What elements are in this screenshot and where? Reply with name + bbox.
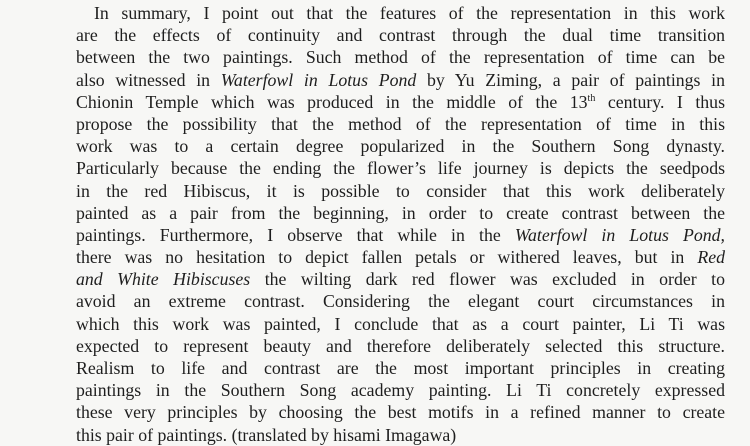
text-segment: also witnessed in bbox=[76, 69, 221, 90]
text-line bbox=[76, 335, 725, 357]
text-line bbox=[76, 268, 725, 290]
text-line bbox=[76, 69, 725, 91]
text-segment: in the red Hibiscus, it is possible to consider that this work deliberately bbox=[76, 180, 725, 201]
text-segment: Chionin Temple which was produced in the middle of the 13 bbox=[76, 91, 588, 112]
text-segment: Realism to life and contrast are the most important principles in creating bbox=[76, 358, 725, 378]
italic-title-text: Waterfowl in Lotus Pond bbox=[220, 69, 417, 90]
text-segment: which this work was painted, I conclude that as a court painter, Li Ti was bbox=[76, 313, 725, 334]
summary-paragraph bbox=[76, 2, 725, 446]
italic-title-text: Waterfowl in Lotus Pond, bbox=[514, 224, 725, 245]
text-segment: paintings. Furthermore, I observe that while in the bbox=[76, 224, 515, 245]
italic-title-text: Red bbox=[697, 247, 725, 268]
text-line bbox=[76, 91, 725, 113]
text-segment: between the two paintings. Such method of the representation of time can be bbox=[76, 47, 725, 68]
text-line bbox=[76, 113, 725, 135]
text-line bbox=[76, 202, 725, 224]
text-segment: there was no hesitation to depict fallen petals or withered leaves, but in bbox=[76, 247, 698, 268]
text-segment: avoid an extreme contrast. Considering the elegant court circumstances in bbox=[76, 291, 725, 312]
italic-title-text: and White Hibiscuses bbox=[76, 269, 251, 290]
text-line bbox=[76, 157, 725, 179]
text-segment: In summary, I point out that the features of the representation in this work bbox=[94, 3, 725, 23]
text-segment: this pair of paintings. (translated by hisami Imagawa) bbox=[76, 424, 457, 445]
text-line bbox=[76, 357, 725, 379]
document-page bbox=[76, 2, 725, 446]
text-segment: expected to represent beauty and therefore deliberately selected this structure. bbox=[76, 335, 725, 356]
text-segment: work was to a certain degree popularized in the Southern Song dynasty. bbox=[76, 136, 725, 157]
text-segment: Particularly because the ending the flower’s life journey is depicts the seedpods bbox=[76, 158, 725, 179]
text-segment: these very principles by choosing the best motifs in a refined manner to create bbox=[76, 402, 725, 423]
text-segment: century. I thus bbox=[595, 91, 725, 112]
superscript-text: th bbox=[587, 92, 596, 104]
text-segment: are the effects of continuity and contrast through the dual time transition bbox=[76, 25, 725, 46]
text-segment: painted as a pair from the beginning, in order to create contrast between the bbox=[76, 202, 725, 223]
text-segment: propose the possibility that the method of the representation of time in this bbox=[76, 113, 725, 134]
text-line bbox=[76, 401, 725, 423]
text-line bbox=[76, 2, 725, 24]
text-line bbox=[76, 180, 725, 202]
text-segment: by Yu Ziming, a pair of paintings in bbox=[416, 69, 726, 90]
text-line bbox=[76, 224, 725, 246]
text-line bbox=[76, 24, 725, 46]
text-segment: the wilting dark red flower was excluded in order to bbox=[250, 269, 725, 290]
text-line bbox=[76, 46, 725, 68]
text-line bbox=[76, 135, 725, 157]
text-segment: paintings in the Southern Song academy painting. Li Ti concretely expressed bbox=[76, 380, 725, 401]
text-line bbox=[76, 379, 725, 401]
text-line bbox=[76, 246, 725, 268]
text-line bbox=[76, 290, 725, 312]
text-line bbox=[76, 313, 725, 335]
